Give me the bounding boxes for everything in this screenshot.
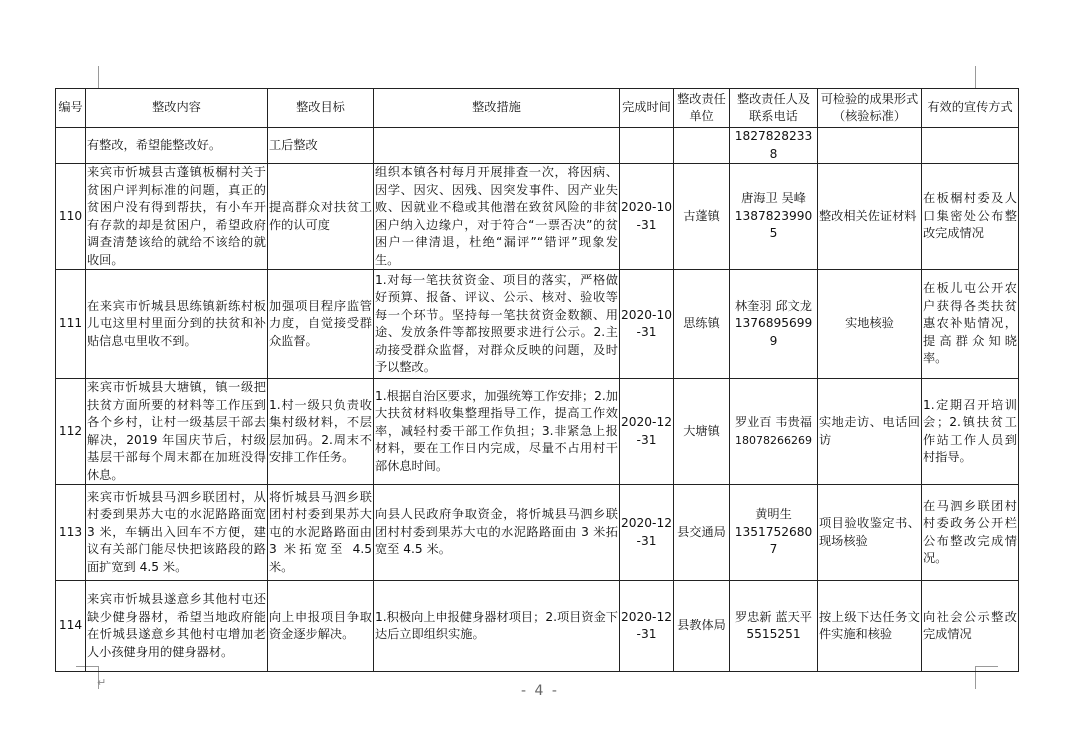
- cell-content: 在来宾市忻城县思练镇新练村板儿屯这里村里面分到的扶贫和补贴信息屯里收不到。: [86, 270, 268, 379]
- header-no: 编号: [56, 89, 86, 128]
- cell-goal: 将忻城县马泗乡联团村村委到果苏大屯的水泥路路面由 3 米拓宽至 4.5 米。: [268, 485, 374, 581]
- header-measures: 整改措施: [374, 89, 620, 128]
- cell-publicity: [922, 128, 1019, 164]
- cell-publicity: 在马泗乡联团村村委政务公开栏公布整改完成情况。: [922, 485, 1019, 581]
- header-unit: 整改责任单位: [674, 89, 730, 128]
- cell-deadline: 2020-10-31: [620, 270, 674, 379]
- continuation-row: [56, 128, 1019, 164]
- cell-goal: 提高群众对扶贫工作的认可度: [268, 164, 374, 270]
- cell-measures: 1.对每一笔扶贫资金、项目的落实，严格做好预算、报备、评议、公示、核对、验收等每一个环节。坚持每一笔扶贫资金数额、用途、发放条件等都按照要求进行公示。2.主动接受群众监督，对群众反映的问题，及时予以整改。: [374, 270, 620, 379]
- table-row: [56, 379, 1019, 485]
- cell-content: 来宾市忻城县马泗乡联团村，从村委到果苏大屯的水泥路路面宽 3 米，车辆出入回车不方便，建议有关部门能尽快把该路段的路面扩宽到 4.5 米。: [86, 485, 268, 581]
- cell-publicity: 在板榍村委及人口集密处公布整改完成情况: [922, 164, 1019, 270]
- page-number: - 4 -: [521, 683, 559, 699]
- table-header-row: [56, 89, 1019, 128]
- header-content: 整改内容: [86, 89, 268, 128]
- cell-person: [730, 485, 818, 581]
- table-row: [56, 164, 1019, 270]
- person-phone: 5515251: [746, 627, 801, 641]
- cell-deadline: [620, 128, 674, 164]
- table-row: [56, 270, 1019, 379]
- person-names: 罗忠新 蓝天平: [735, 609, 812, 624]
- cell-unit: 县教体局: [674, 581, 730, 672]
- cell-goal: 1.村一级只负责收集村级材料，不层层加码。2.周末不安排工作任务。: [268, 379, 374, 485]
- table-row: [56, 485, 1019, 581]
- cell-no: 111: [56, 270, 86, 379]
- cell-result: 按上级下达任务文件实施和核验: [818, 581, 922, 672]
- cell-goal: 工后整改: [268, 128, 374, 164]
- header-result: 可检验的成果形式（核验标准）: [818, 89, 922, 128]
- header-deadline: 完成时间: [620, 89, 674, 128]
- cell-no: 110: [56, 164, 86, 270]
- crop-mark-top-left: [76, 66, 99, 89]
- person-phone: 13878239905: [734, 208, 813, 241]
- cell-unit: 大塘镇: [674, 379, 730, 485]
- cell-result: 实地走访、电话回访: [818, 379, 922, 485]
- cell-result: 整改相关佐证材料: [818, 164, 922, 270]
- cell-unit: [674, 128, 730, 164]
- cell-person: [730, 270, 818, 379]
- cell-measures: [374, 128, 620, 164]
- cell-publicity: 1.定期召开培训会；2.镇扶贫工作站工作人员到村指导。: [922, 379, 1019, 485]
- person-phone: 13768956999: [734, 316, 813, 348]
- cell-unit: 古蓬镇: [674, 164, 730, 270]
- person-phone: 13517526807: [734, 524, 813, 557]
- cell-measures: 组织本镇各村每月开展排查一次，将因病、因学、因灾、因残、因突发事件、因产业失败、因就业不稳或其他潜在致贫风险的非贫困户纳入边缘户，对于符合“一票否决”的贫困户一律清退，杜绝“漏评”“错评”现象发生。: [374, 164, 620, 270]
- cell-person: [730, 379, 818, 485]
- person-phone: 18078266269: [735, 433, 812, 447]
- header-goal: 整改目标: [268, 89, 374, 128]
- header-publicity: 有效的宣传方式: [922, 89, 1019, 128]
- cell-phone: 18278282338: [730, 128, 818, 164]
- cell-no: [56, 128, 86, 164]
- person-names: 罗业百 韦贵福: [735, 415, 812, 429]
- table-row: [56, 581, 1019, 672]
- header-person: 整改责任人及联系电话: [730, 89, 818, 128]
- cell-result: 项目验收鉴定书、现场核验: [818, 485, 922, 581]
- person-names: 唐海卫 吴峰: [741, 191, 806, 206]
- cell-measures: 向县人民政府争取资金，将忻城县马泗乡联团村村委到果苏大屯的水泥路路面由 3 米拓宽至 4.5 米。: [374, 485, 620, 581]
- cell-deadline: 2020-12-31: [620, 485, 674, 581]
- crop-mark-top-right: [975, 66, 998, 89]
- cell-no: 114: [56, 581, 86, 672]
- cell-person: [730, 581, 818, 672]
- cell-content: 来宾市忻城县遂意乡其他村屯还缺少健身器材，希望当地政府能在忻城县遂意乡其他村屯增加老人小孩健身用的健身器材。: [86, 581, 268, 672]
- cell-unit: 思练镇: [674, 270, 730, 379]
- person-names: 黄明生: [755, 507, 792, 522]
- paragraph-mark-icon: ↵: [97, 676, 107, 689]
- cell-goal: 向上申报项目争取资金逐步解决。: [268, 581, 374, 672]
- cell-content: 来宾市忻城县大塘镇，镇一级把扶贫方面所要的材料等工作压到各个乡村，让村一级基层干部去解决，2019 年国庆节后，村级基层干部每个周末都在加班没得休息。: [86, 379, 268, 485]
- cell-content: 来宾市忻城县古蓬镇板榍村关于贫困户评判标准的问题，真正的贫困户没有得到帮扶，有小车开有存款的却是贫困户，希望政府调查清楚该给的就给不该给的就收回。: [86, 164, 268, 270]
- cell-unit: 县交通局: [674, 485, 730, 581]
- cell-measures: 1.积极向上申报健身器材项目；2.项目资金下达后立即组织实施。: [374, 581, 620, 672]
- cell-goal: 加强项目程序监管力度，自觉接受群众监督。: [268, 270, 374, 379]
- cell-publicity: 向社会公示整改完成情况: [922, 581, 1019, 672]
- cell-result: [818, 128, 922, 164]
- cell-content: 有整改，希望能整改好。: [86, 128, 268, 164]
- cell-result: 实地核验: [818, 270, 922, 379]
- cell-no: 113: [56, 485, 86, 581]
- cell-publicity: 在板儿屯公开农户获得各类扶贫惠农补贴情况，提高群众知晓率。: [922, 270, 1019, 379]
- cell-person: [730, 164, 818, 270]
- rectification-table: [55, 88, 1019, 672]
- person-names: 林奎羽 邱文龙: [735, 298, 812, 313]
- cell-deadline: 2020-12-31: [620, 379, 674, 485]
- cell-deadline: 2020-12-31: [620, 581, 674, 672]
- cell-deadline: 2020-10-31: [620, 164, 674, 270]
- cell-measures: 1.根据自治区要求，加强统筹工作安排；2.加大扶贫材料收集整理指导工作，提高工作效率，减轻村委干部工作负担；3.非紧急上报材料，要在工作日内完成，尽量不占用村干部休息时间。: [374, 379, 620, 485]
- cell-no: 112: [56, 379, 86, 485]
